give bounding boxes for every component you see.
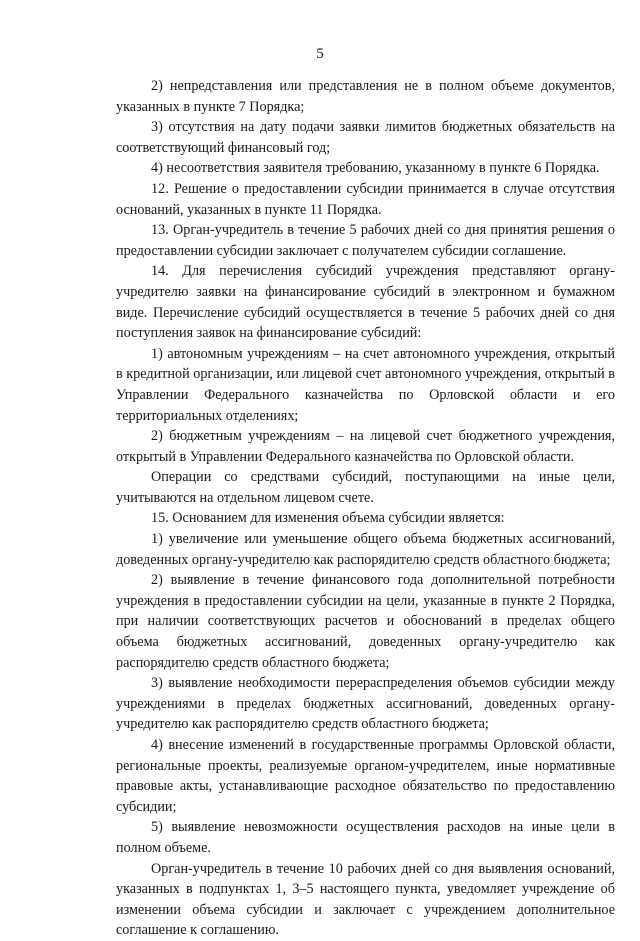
paragraph-item-14-1: 1) автономным учреждениям – на счет автономного учреждения, открытый в кредитной организации, или лицевой счет автономного учреждения, открытый в Управлении Федерального казначейства по Орловской области и его территориальных отделениях; (116, 345, 615, 424)
document-body (116, 76, 615, 941)
paragraph-operations-note: Операции со средствами субсидий, поступающими на иные цели, учитываются на отдельном лицевом счете. (116, 469, 615, 506)
paragraph-section-14: 14. Для перечисления субсидий учреждения представляют органу-учредителю заявки на финансирование субсидий в электронном и бумажном виде. Перечисление субсидий осуществляется в течение 5 рабочих дней со дня поступления заявок на финансирование субсидий: (116, 263, 615, 342)
paragraph-section-12: 12. Решение о предоставлении субсидии принимается в случае отсутствия оснований, указанных в пункте 11 Порядка. (116, 180, 615, 218)
paragraph-item-15-3: 3) выявление необходимости перераспределения объемов субсидии между учреждениями в пределах бюджетных ассигнований, доведенных органу-учредителю как распорядителю средств областного бюджета; (116, 675, 615, 733)
paragraph-item-11-2: 2) непредставления или представления не в полном объеме документов, указанных в пункте 7 Порядка; (116, 78, 615, 115)
paragraph-section-15: 15. Основанием для изменения объема субсидии является: (151, 510, 505, 527)
paragraph-item-11-3: 3) отсутствия на дату подачи заявки лимитов бюджетных обязательств на соответствующий финансовый год; (116, 119, 615, 156)
paragraph-notification: Орган-учредитель в течение 10 рабочих дней со дня выявления оснований, указанных в подпунктах 1, 3–5 настоящего пункта, уведомляет учреждение об изменении объема субсидии и заключает с учреждением дополнительное соглашение к соглашению. (116, 860, 615, 939)
paragraph-section-13: 13. Орган-учредитель в течение 5 рабочих дней со дня принятия решения о предоставлении субсидии заключает с получателем субсидии соглашение. (116, 222, 615, 259)
paragraph-item-11-4: 4) несоответствия заявителя требованию, указанному в пункте 6 Порядка. (151, 160, 600, 177)
paragraph-item-15-5: 5) выявление невозможности осуществления расходов на иные цели в полном объеме. (116, 819, 615, 856)
paragraph-item-15-2: 2) выявление в течение финансового года дополнительной потребности учреждения в предоставлении субсидии на цели, указанные в пункте 2 Порядка, при наличии соответствующих расчетов и обоснований в пределах общего объема бюджетных ассигнований, доведенных органу-учредителю как распорядителю средств областного бюджета; (116, 572, 615, 671)
paragraph-item-15-1: 1) увеличение или уменьшение общего объема бюджетных ассигнований, доведенных органу-учредителю как распорядителю средств областного бюджета; (116, 531, 615, 568)
paragraph-item-15-4: 4) внесение изменений в государственные программы Орловской области, региональные проекты, реализуемые органом-учредителем, иные нормативные правовые акты, устанавливающие расходное обязательство по предоставлению субсидии; (116, 737, 615, 815)
paragraph-item-14-2: 2) бюджетным учреждениям – на лицевой счет бюджетного учреждения, открытый в Управлении Федерального казначейства по Орловской области. (116, 428, 615, 465)
page-number: 5 (316, 46, 324, 62)
